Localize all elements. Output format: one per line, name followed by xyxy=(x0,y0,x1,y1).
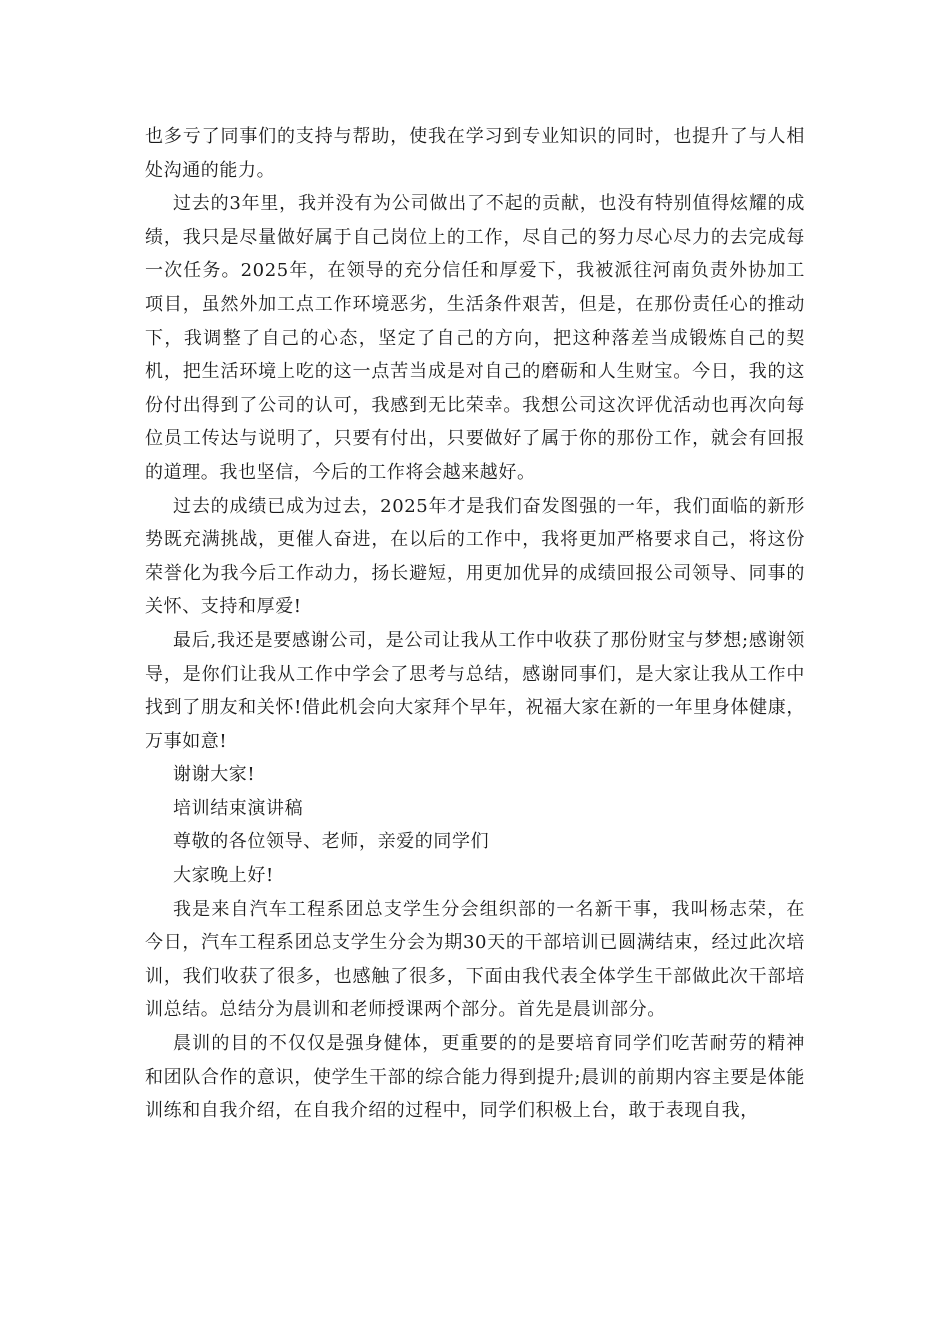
paragraph: 我是来自汽车工程系团总支学生分会组织部的一名新干事，我叫杨志荣，在今日，汽车工程系团总支学生分会为期30天的干部培训已圆满结束，经过此次培训，我们收获了很多，也感触了很多，下面由我代表全体学生干部做此次干部培训总结。总结分为晨训和老师授课两个部分。首先是晨训部分。 xyxy=(145,898,805,1021)
paragraph: 也多亏了同事们的支持与帮助，使我在学习到专业知识的同时，也提升了与人相处沟通的能力。 xyxy=(145,126,805,181)
paragraph: 过去的成绩已成为过去，2025年才是我们奋发图强的一年，我们面临的新形势既充满挑战，更催人奋进，在以后的工作中，我将更加严格要求自己，将这份荣誉化为我今后工作动力，扬长避短，用更加优异的成绩回报公司领导、同事的关怀、支持和厚爱! xyxy=(145,495,805,618)
document-body xyxy=(145,120,805,1128)
paragraph: 最后,我还是要感谢公司，是公司让我从工作中收获了那份财宝与梦想;感谢领导，是你们让我从工作中学会了思考与总结，感谢同事们，是大家让我从工作中找到了朋友和关怀!借此机会向大家拜个早年，祝福大家在新的一年里身体健康，万事如意! xyxy=(145,629,805,752)
paragraph: 过去的3年里，我并没有为公司做出了不起的贡献，也没有特别值得炫耀的成绩，我只是尽量做好属于自己岗位上的工作，尽自己的努力尽心尽力的去完成每一次任务。2025年，在领导的充分信任和厚爱下，我被派往河南负责外协加工项目，虽然外加工点工作环境恶劣，生活条件艰苦，但是，在那份责任心的推动下，我调整了自己的心态，坚定了自己的方向，把这种落差当成锻炼自己的契机，把生活环境上吃的这一点苦当成是对自己的磨砺和人生财宝。今日，我的这份付出得到了公司的认可，我感到无比荣幸。我想公司这次评优活动也再次向每位员工传达与说明了，只要有付出，只要做好了属于你的那份工作，就会有回报的道理。我也坚信，今后的工作将会越来越好。 xyxy=(145,193,805,483)
greeting: 大家晚上好! xyxy=(173,865,274,887)
paragraph: 谢谢大家! xyxy=(173,764,256,786)
salutation: 尊敬的各位领导、老师，亲爱的同学们 xyxy=(173,831,490,853)
section-title: 培训结束演讲稿 xyxy=(173,797,304,819)
paragraph: 晨训的目的不仅仅是强身健体，更重要的的是要培育同学们吃苦耐劳的精神和团队合作的意识，使学生干部的综合能力得到提升;晨训的前期内容主要是体能训练和自我介绍，在自我介绍的过程中，同学们积极上台，敢于表现自我， xyxy=(145,1033,805,1122)
